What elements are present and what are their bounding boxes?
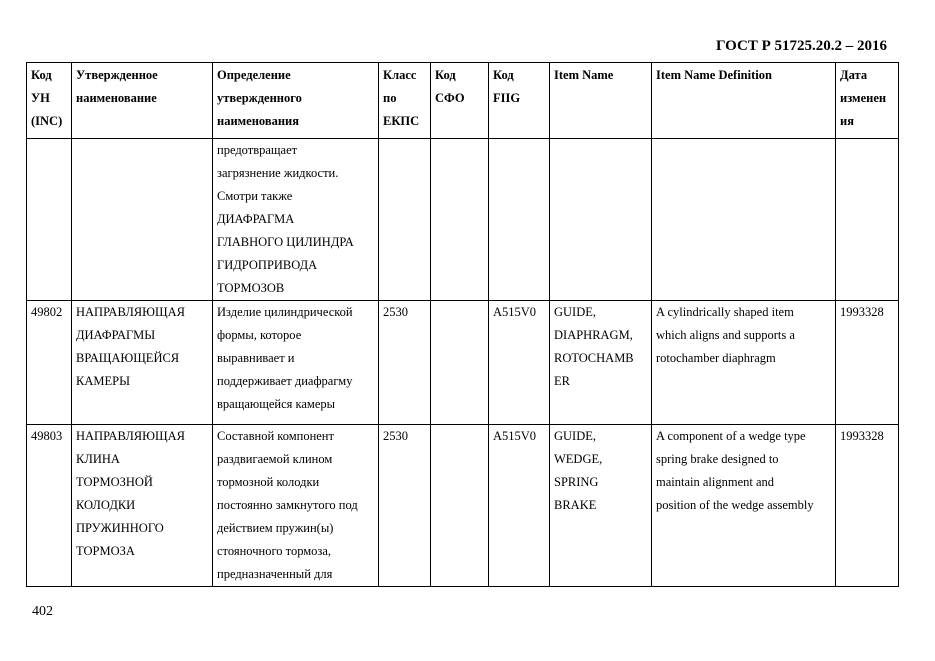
cell-item-definition: A cylindrically shaped item which aligns and supports a rotochamber diaphragm xyxy=(652,301,836,425)
column-header-name: Утвержденное наименование xyxy=(72,63,213,139)
cell-item-definition: A component of a wedge type spring brake designed to maintain alignment and position of the wedge assembly xyxy=(652,425,836,587)
cell-date xyxy=(836,139,899,301)
cell-code: 49803 xyxy=(27,425,72,587)
cell-code xyxy=(27,139,72,301)
cell-class: 2530 xyxy=(379,425,431,587)
cell-code: 49802 xyxy=(27,301,72,425)
table-row xyxy=(27,139,899,301)
column-header-date: Дата изменен ия xyxy=(836,63,899,139)
cell-sfo xyxy=(431,425,489,587)
table-row xyxy=(27,301,899,425)
cell-name: НАПРАВЛЯЮЩАЯ КЛИНА ТОРМОЗНОЙ КОЛОДКИ ПРУЖИННОГО ТОРМОЗА xyxy=(72,425,213,587)
cell-item-name xyxy=(550,139,652,301)
cell-definition: предотвращает загрязнение жидкости. Смотри также ДИАФРАГМА ГЛАВНОГО ЦИЛИНДРА ГИДРОПРИВОДА ТОРМОЗОВ xyxy=(213,139,379,301)
column-header-class: Класс по ЕКПС xyxy=(379,63,431,139)
cell-sfo xyxy=(431,301,489,425)
cell-fiig: A515V0 xyxy=(489,425,550,587)
document-standard-header: ГОСТ Р 51725.20.2 – 2016 xyxy=(715,38,887,54)
table-row xyxy=(27,425,899,587)
cell-definition: Изделие цилиндрической формы, которое выравнивает и поддерживает диафрагму вращающейся камеры xyxy=(213,301,379,425)
cell-date: 1993328 xyxy=(836,301,899,425)
cell-item-name: GUIDE, WEDGE, SPRING BRAKE xyxy=(550,425,652,587)
catalog-table xyxy=(26,62,899,587)
page-number: 402 xyxy=(32,604,53,619)
cell-fiig xyxy=(489,139,550,301)
column-header-code: Код УН (INC) xyxy=(27,63,72,139)
column-header-fiig: Код FIIG xyxy=(489,63,550,139)
cell-definition: Составной компонент раздвигаемой клином тормозной колодки постоянно замкнутого под действием пружин(ы) стояночного тормоза, предназначенный для xyxy=(213,425,379,587)
cell-name xyxy=(72,139,213,301)
cell-item-name: GUIDE, DIAPHRAGM, ROTOCHAMB ER xyxy=(550,301,652,425)
table-header-row xyxy=(27,63,899,139)
cell-class: 2530 xyxy=(379,301,431,425)
column-header-item-definition: Item Name Definition xyxy=(652,63,836,139)
column-header-definition: Определение утвержденного наименования xyxy=(213,63,379,139)
cell-fiig: A515V0 xyxy=(489,301,550,425)
column-header-item-name: Item Name xyxy=(550,63,652,139)
cell-sfo xyxy=(431,139,489,301)
cell-name: НАПРАВЛЯЮЩАЯ ДИАФРАГМЫ ВРАЩАЮЩЕЙСЯ КАМЕРЫ xyxy=(72,301,213,425)
cell-item-definition xyxy=(652,139,836,301)
cell-date: 1993328 xyxy=(836,425,899,587)
column-header-sfo: Код СФО xyxy=(431,63,489,139)
cell-class xyxy=(379,139,431,301)
